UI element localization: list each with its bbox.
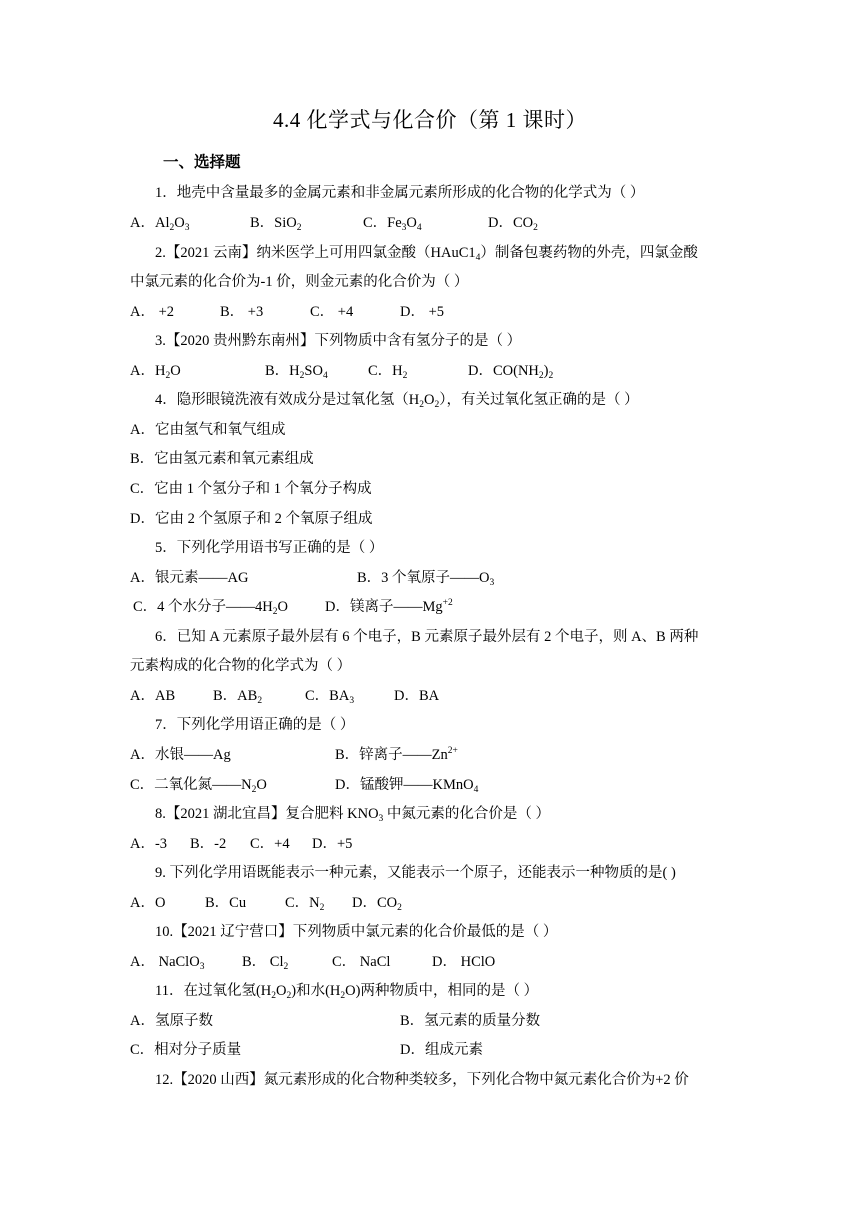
- q9-option-c: C．$N_2$: [285, 895, 325, 913]
- q4-option-b: B．它由氢元素和氧元素组成: [130, 451, 314, 467]
- q6-option-d: D．BA: [394, 688, 440, 704]
- q5-option-a: A．银元素——AG: [130, 570, 249, 586]
- q8-option-b: B．-2: [190, 836, 227, 852]
- q3-option-c: C．$H_2$: [368, 363, 408, 381]
- q3-option-d: D．$CO(NH_2)_2$: [468, 363, 554, 381]
- q11-option-c: C．相对分子质量: [130, 1042, 242, 1058]
- q10-option-c: C． NaCl: [332, 954, 391, 970]
- question-5-stem: 5．下列化学用语书写正确的是（ ）: [155, 540, 384, 556]
- question-2-stem-line2: 中氯元素的化合价为-1 价，则金元素的化合价为（ ）: [130, 274, 469, 290]
- q6-option-b: B．$AB_2$: [213, 688, 263, 706]
- q6-option-c: C．$BA_3$: [305, 688, 355, 706]
- q9-option-a: A．O: [130, 895, 166, 911]
- q11-option-d: D．组成元素: [400, 1042, 483, 1058]
- q8-option-c: C．+4: [250, 836, 290, 852]
- q3-option-a: A．$H_2O$: [130, 363, 181, 381]
- q11-option-a: A．氢原子数: [130, 1013, 213, 1029]
- q5-option-b: B．3 个氧原子$——O_3$: [357, 570, 495, 588]
- q10-option-a: A． NaClO$_3$: [130, 954, 205, 972]
- q11-option-b: B．氢元素的质量分数: [400, 1013, 541, 1029]
- q8-option-a: A．-3: [130, 836, 168, 852]
- q5-option-d: D．镁离子$——Mg^{+2}$: [325, 598, 453, 615]
- question-7-stem: 7．下列化学用语正确的是（ ）: [155, 717, 355, 733]
- q9-option-b: B．Cu: [205, 895, 247, 911]
- q2-option-d: D． +5: [400, 304, 445, 320]
- q2-option-a: A． +2: [130, 304, 175, 320]
- q10-option-b: B． $Cl_2$: [242, 954, 289, 972]
- question-1-stem: 1．地壳中含量最多的金属元素和非金属元素所形成的化合物的化学式为（ ）: [155, 185, 645, 201]
- page-title: 4.4 化学式与化合价（第 1 课时）: [273, 108, 587, 132]
- question-11-stem: 11．在过氧化氢$(H_2O_2)$和水$(H_2O)$两种物质中，相同的是（ ）: [155, 983, 539, 1001]
- question-9-stem: 9. 下列化学用语既能表示一种元素，又能表示一个原子，还能表示一种物质的是( ): [155, 865, 676, 881]
- q1-option-c: C．$Fe_3O_4$: [363, 215, 422, 233]
- q6-option-a: A．AB: [130, 688, 176, 704]
- q4-option-d: D．它由 2 个氢原子和 2 个氧原子组成: [130, 511, 373, 527]
- question-4-stem: 4．隐形眼镜洗液有效成分是过氧化氢$(H_2O_2)$，有关过氧化氢正确的是（ ）: [155, 392, 639, 410]
- q2-option-c: C． +4: [310, 304, 354, 320]
- q4-option-a: A．它由氢气和氧气组成: [130, 422, 286, 438]
- q7-option-a: A．水银——Ag: [130, 747, 231, 763]
- q7-option-c: C．二氧化氮$——N_2O$: [130, 777, 267, 795]
- q5-option-c: C．4 个水分子$——4H_2O$: [133, 599, 289, 617]
- q3-option-b: B．$H_2SO_4$: [265, 363, 328, 381]
- q1-option-a: A．$Al_2O_3$: [130, 215, 190, 233]
- question-6-stem-line2: 元素构成的化合物的化学式为（ ）: [130, 658, 352, 674]
- q1-option-b: B．SiO$_2$: [250, 215, 302, 233]
- question-3-stem: 3.【2020 贵州黔东南州】下列物质中含有氢分子的是（ ）: [155, 333, 522, 349]
- question-2-stem-line1: 2.【2021 云南】纳米医学上可用四氯金酸$(HAuC1_4)$制备包裹药物的外壳，四氯金酸: [155, 245, 698, 263]
- q7-option-d: D．锰酸钾——KMnO$_4$: [335, 777, 479, 795]
- q1-option-d: D．$CO_2$: [488, 215, 538, 233]
- q10-option-d: D． HClO: [432, 954, 496, 970]
- q4-option-c: C．它由 1 个氢分子和 1 个氧分子构成: [130, 481, 372, 497]
- q9-option-d: D．$CO_2$: [352, 895, 402, 913]
- question-12-stem: 12.【2020 山西】氮元素形成的化合物种类较多，下列化合物中氮元素化合价为+2 价: [155, 1072, 689, 1088]
- question-8-stem: 8.【2021 湖北宜昌】复合肥料 $KNO_3$ 中氮元素的化合价是（ ）: [155, 806, 551, 824]
- question-10-stem: 10.【2021 辽宁营口】下列物质中氯元素的化合价最低的是（ ）: [155, 924, 558, 940]
- question-6-stem-line1: 6．已知 A 元素原子最外层有 6 个电子，B 元素原子最外层有 2 个电子，则 A、B 两种: [155, 629, 699, 645]
- q2-option-b: B． +3: [220, 304, 264, 320]
- section-heading: 一、选择题: [163, 154, 241, 171]
- q7-option-b: B．锌离子$——Zn^{2+}$: [335, 746, 458, 763]
- q8-option-d: D．+5: [312, 836, 353, 852]
